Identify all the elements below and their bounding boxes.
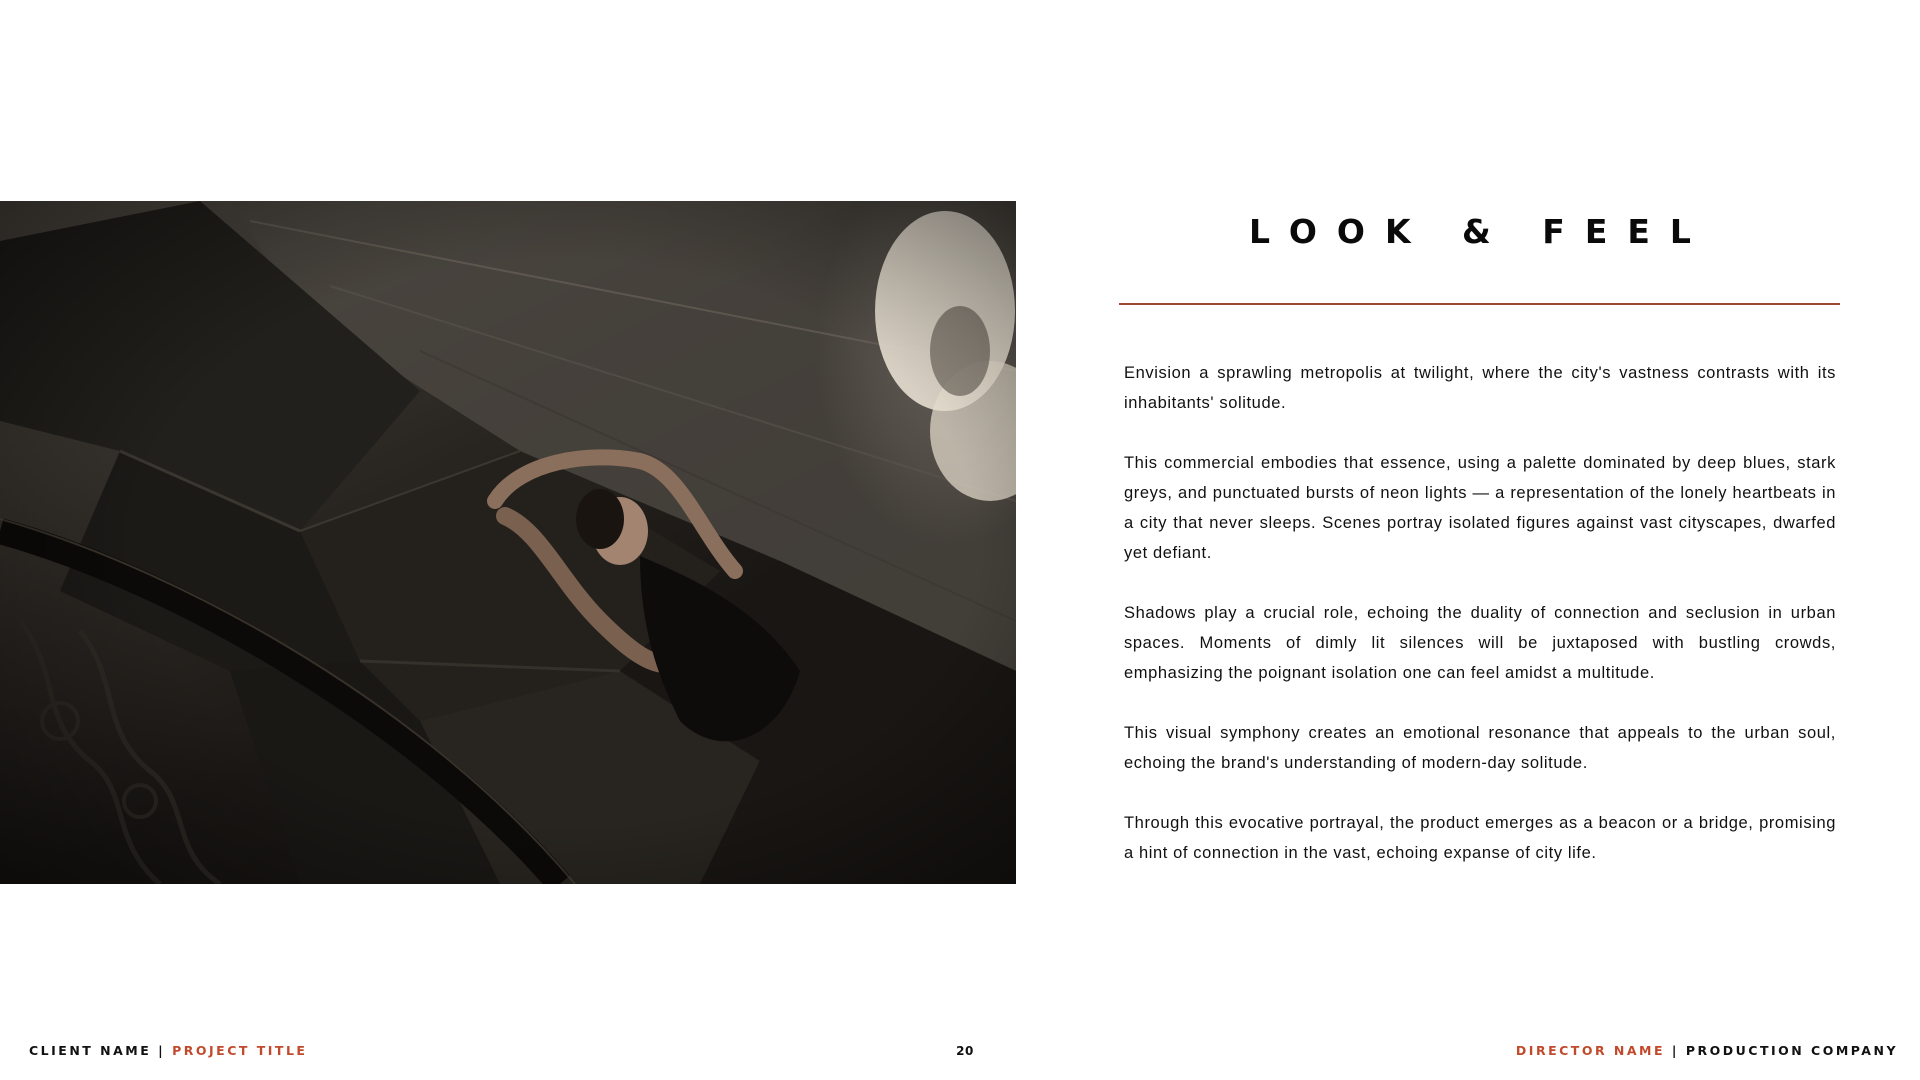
page-title: LOOK & FEEL <box>1249 212 1711 251</box>
paragraph: Shadows play a crucial role, echoing the duality of connection and seclusion in urban spaces. Moments of dimly lit silences will be juxtaposed with bustling crowds, emphasizing the poignant isolation one can feel amidst a multitude. <box>1124 604 1836 682</box>
paragraph: Envision a sprawling metropolis at twilight, where the city's vastness contrasts with its inhabitants' solitude. <box>1124 364 1836 412</box>
director-name: DIRECTOR NAME <box>1515 1043 1666 1058</box>
body-text <box>1124 358 1836 898</box>
production-company: PRODUCTION COMPANY <box>1685 1043 1898 1058</box>
footer-right <box>1516 1043 1898 1059</box>
mood-photo <box>0 201 1016 884</box>
client-name: CLIENT NAME <box>29 1043 152 1058</box>
footer-separator: | <box>1671 1043 1679 1058</box>
title-divider <box>1119 303 1840 305</box>
paragraph: This visual symphony creates an emotional resonance that appeals to the urban soul, echoing the brand's understanding of modern-day solitude. <box>1124 724 1836 772</box>
paragraph: Through this evocative portrayal, the product emerges as a beacon or a bridge, promising a hint of connection in the vast, echoing expanse of city life. <box>1124 814 1836 862</box>
project-title: PROJECT TITLE <box>172 1043 308 1058</box>
footer-left <box>29 1043 307 1059</box>
page-number: 20 <box>956 1044 974 1058</box>
paragraph: This commercial embodies that essence, using a palette dominated by deep blues, stark greys, and punctuated bursts of neon lights — a representation of the lonely heartbeats in a city that never sleeps. Scenes portray isolated figures against vast cityscapes, dwarfed yet defiant. <box>1124 454 1836 562</box>
footer-separator: | <box>158 1043 166 1058</box>
